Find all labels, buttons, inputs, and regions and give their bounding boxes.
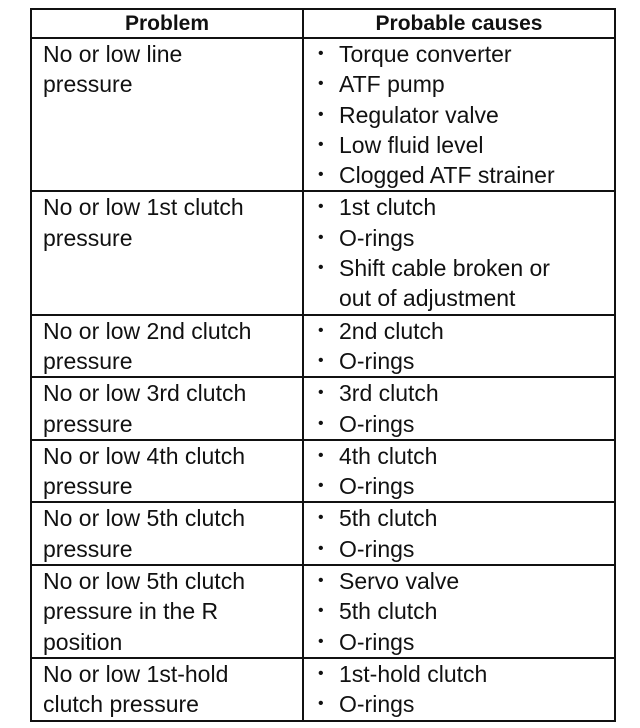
causes-cell — [303, 658, 615, 721]
list-item — [318, 441, 610, 471]
list-item — [318, 596, 610, 626]
bullet-icon: • — [318, 105, 324, 123]
causes-column-header: Probable causes — [303, 9, 615, 38]
table-row — [31, 440, 615, 503]
bullet-icon: • — [318, 198, 324, 216]
problem-text: No or low 3rd clutch pressure — [43, 380, 247, 437]
problem-cell — [31, 315, 303, 378]
bullet-icon: • — [318, 509, 324, 527]
list-item — [318, 627, 610, 657]
causes-list — [318, 503, 610, 564]
header-row — [31, 9, 615, 38]
problem-cell — [31, 502, 303, 565]
problem-cell — [31, 38, 303, 191]
list-item — [318, 378, 610, 408]
cause-text: Shift cable broken or out of adjustment — [339, 255, 550, 312]
bullet-icon: • — [318, 539, 324, 557]
cause-text: 5th clutch — [339, 598, 438, 625]
cause-text: O-rings — [339, 473, 415, 500]
cause-text: ATF pump — [339, 71, 445, 98]
bullet-icon: • — [318, 259, 324, 277]
list-item — [318, 659, 610, 689]
bullet-icon: • — [318, 602, 324, 620]
list-item — [318, 253, 610, 314]
table-row — [31, 38, 615, 191]
causes-list — [318, 659, 610, 720]
table-row — [31, 502, 615, 565]
list-item — [318, 160, 610, 190]
bullet-icon: • — [318, 45, 324, 62]
causes-cell — [303, 38, 615, 191]
problem-text: No or low 1st-hold clutch pressure — [43, 660, 229, 718]
cause-text: O-rings — [339, 224, 415, 251]
cause-text: O-rings — [339, 628, 415, 655]
cause-text: Torque converter — [339, 41, 512, 67]
causes-cell — [303, 315, 615, 378]
causes-list — [318, 441, 610, 502]
cause-text: O-rings — [339, 691, 415, 718]
problem-column-header: Problem — [31, 9, 303, 38]
problem-cell — [31, 377, 303, 440]
problem-text: No or low 4th clutch pressure — [43, 442, 245, 500]
bullet-icon: • — [318, 166, 324, 184]
bullet-icon: • — [318, 572, 324, 590]
causes-list — [318, 39, 610, 190]
problem-cell — [31, 440, 303, 503]
table-row — [31, 191, 615, 314]
list-item — [318, 316, 610, 346]
list-item — [318, 689, 610, 719]
bullet-icon: • — [318, 414, 324, 432]
cause-text: Low fluid level — [339, 131, 484, 158]
causes-cell — [303, 502, 615, 565]
causes-cell — [303, 377, 615, 440]
bullet-icon: • — [318, 321, 324, 339]
problem-text: No or low 2nd clutch pressure — [43, 317, 252, 374]
cause-text: 1st-hold clutch — [339, 660, 488, 687]
cause-text: Clogged ATF strainer — [339, 162, 555, 189]
list-item — [318, 69, 610, 99]
cause-text: O-rings — [339, 347, 415, 374]
list-item — [318, 130, 610, 160]
causes-list — [318, 566, 610, 657]
problem-cell — [31, 191, 303, 314]
cause-text: 4th clutch — [339, 442, 438, 469]
bullet-icon: • — [318, 351, 324, 369]
causes-list — [318, 192, 610, 313]
cause-text: Servo valve — [339, 568, 460, 595]
causes-list — [318, 378, 610, 439]
bullet-icon: • — [318, 632, 324, 650]
problem-text: No or low 5th clutch pressure in the R position — [43, 568, 245, 655]
causes-cell — [303, 565, 615, 658]
table-row — [31, 315, 615, 378]
problem-text: No or low 1st clutch pressure — [43, 194, 244, 251]
causes-cell — [303, 440, 615, 503]
problem-text: No or low 5th clutch pressure — [43, 505, 245, 562]
table-row — [31, 658, 615, 721]
list-item — [318, 223, 610, 253]
causes-list — [318, 316, 610, 377]
bullet-icon: • — [318, 75, 324, 93]
bullet-icon: • — [318, 135, 324, 153]
problem-cell — [31, 565, 303, 658]
cause-text: O-rings — [339, 535, 415, 562]
table-row — [31, 377, 615, 440]
cause-text: 1st clutch — [339, 194, 437, 221]
diagnosis-table — [30, 8, 616, 722]
cause-text: 5th clutch — [339, 505, 438, 532]
list-item — [318, 566, 610, 596]
problem-cell — [31, 658, 303, 721]
bullet-icon: • — [318, 695, 324, 713]
bullet-icon: • — [318, 477, 324, 495]
causes-cell — [303, 191, 615, 314]
list-item — [318, 409, 610, 439]
cause-text: O-rings — [339, 410, 415, 437]
cause-text: Regulator valve — [339, 101, 499, 128]
table-body — [31, 38, 615, 721]
list-item — [318, 192, 610, 222]
list-item — [318, 346, 610, 376]
problem-text: No or low line pressure — [43, 41, 183, 98]
list-item — [318, 471, 610, 501]
list-item — [318, 100, 610, 130]
cause-text: 3rd clutch — [339, 380, 439, 407]
bullet-icon: • — [318, 664, 324, 682]
list-item — [318, 39, 610, 69]
cause-text: 2nd clutch — [339, 317, 444, 344]
list-item — [318, 534, 610, 564]
bullet-icon: • — [318, 384, 324, 402]
bullet-icon: • — [318, 228, 324, 246]
list-item — [318, 503, 610, 533]
table-row — [31, 565, 615, 658]
bullet-icon: • — [318, 446, 324, 464]
